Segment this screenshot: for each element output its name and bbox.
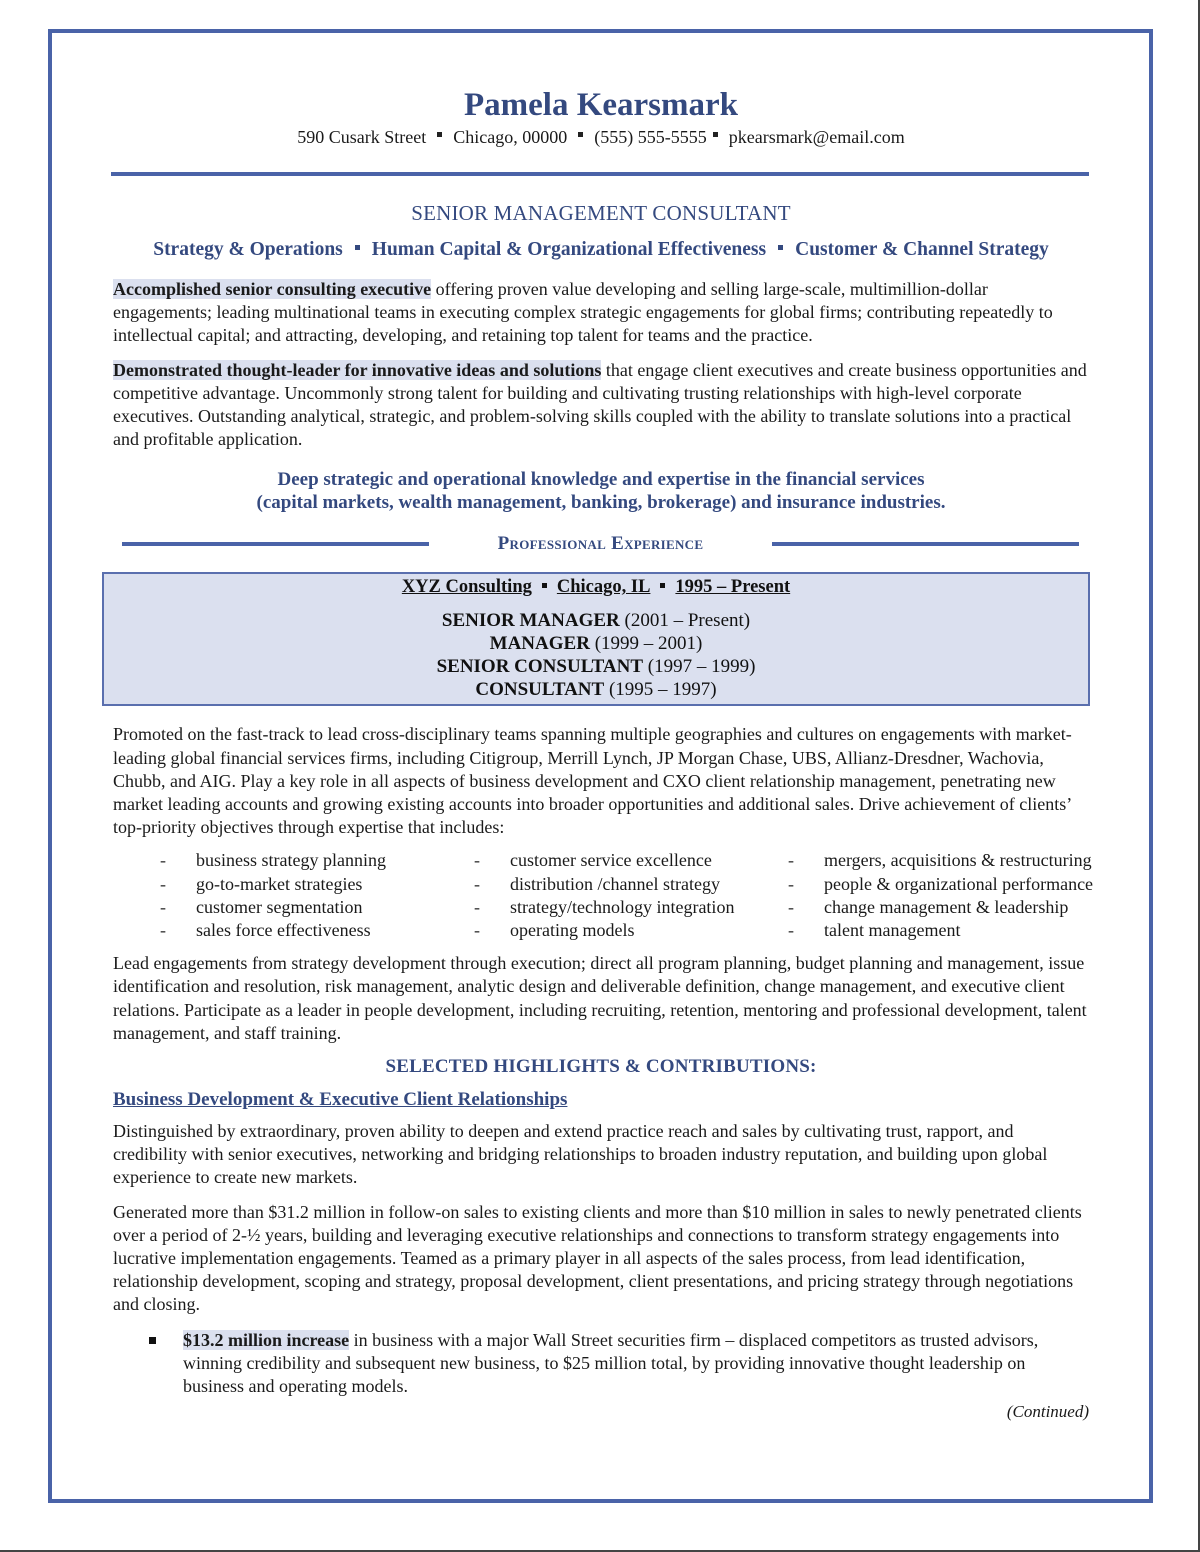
skill-label: change management & leadership	[824, 896, 1069, 917]
focus-area: Customer & Channel Strategy	[795, 239, 1049, 260]
focus-areas	[113, 237, 1089, 263]
skill-label: mergers, acquisitions & restructuring	[824, 850, 1092, 871]
role-dates: (1999 – 2001)	[589, 633, 703, 655]
industry-line: Deep strategic and operational knowledge and expertise in the financial services	[277, 469, 925, 491]
section-label: Professional Experience	[497, 533, 704, 555]
skill-item	[788, 873, 1128, 896]
company-location: Chicago, IL	[556, 577, 651, 598]
skill-item	[160, 873, 474, 896]
bullet-separator-icon	[778, 245, 783, 250]
skill-label: distribution /channel strategy	[510, 873, 720, 894]
industry-line: (capital markets, wealth management, banking, brokerage) and insurance industries.	[256, 492, 946, 514]
bullet-separator-icon	[660, 583, 665, 588]
continued-label: (Continued)	[1006, 1402, 1089, 1422]
bullet-separator-icon	[542, 583, 547, 588]
role-title: MANAGER	[489, 633, 590, 655]
role-item	[104, 678, 1088, 701]
achievement-body: in business with a major Wall Street securities firm – displaced competitors as trusted advisors, winning credibility and subsequent new business, to $25 million total, by providing innovative thought leadership on business and operating models.	[183, 1329, 1039, 1397]
dash-icon: -	[788, 850, 794, 871]
focus-area: Strategy & Operations	[153, 239, 343, 260]
contact-email[interactable]: pkearsmark@email.com	[728, 127, 905, 147]
role-title: CONSULTANT	[475, 679, 605, 701]
role-item	[104, 655, 1088, 678]
skill-label: talent management	[824, 920, 961, 941]
section-heading-experience	[122, 532, 1079, 556]
contact-street: 590 Cusark Street	[297, 127, 427, 147]
dash-icon: -	[788, 896, 794, 917]
contact-line	[113, 125, 1089, 149]
summary-paragraph	[113, 359, 1089, 452]
role-dates: (1997 – 1999)	[643, 656, 756, 678]
skill-item	[474, 896, 788, 919]
summary-text: offering proven value developing and selling large-scale, multimillion-dollar engagements; leading multinational teams in executing complex strategic engagements for global firms; contributing repeatedly to intellectual capital; and attracting, developing, and retaining top talent for teams and the practice.	[113, 279, 1053, 346]
skill-label: customer segmentation	[196, 896, 363, 917]
summary-paragraph	[113, 278, 1089, 348]
dash-icon: -	[474, 873, 480, 894]
highlights-heading: SELECTED HIGHLIGHTS & CONTRIBUTIONS:	[385, 1056, 817, 1078]
professional-title: SENIOR MANAGEMENT CONSULTANT	[411, 201, 791, 225]
skills-grid	[160, 849, 1094, 942]
bullet-separator-icon	[578, 132, 583, 137]
dash-icon: -	[474, 920, 480, 941]
summary-text: that engage client executives and create business opportunities and competitive advantage. Uncommonly strong talent for building and cultivating trusting relationships with high-level corporate executives. Outstanding analytical, strategic, and problem-solving skills coupled with the ability to translate solutions into a practical and profitable application.	[113, 359, 1087, 450]
achievement-highlight: $13.2 million increase	[183, 1329, 350, 1350]
achievement-bullet	[149, 1329, 1089, 1399]
role-item	[104, 632, 1088, 655]
skill-label: strategy/technology integration	[510, 896, 735, 917]
dash-icon: -	[160, 873, 166, 894]
section-rule-left	[122, 542, 429, 546]
skill-item	[160, 919, 474, 942]
skill-item	[160, 849, 474, 872]
employer-box	[102, 572, 1090, 706]
company-line	[104, 576, 1088, 598]
contact-phone: (555) 555-5555	[594, 127, 707, 147]
achievement-text	[183, 1329, 1089, 1399]
square-bullet-icon	[149, 1337, 156, 1344]
bullet-separator-icon	[437, 132, 442, 137]
company-dates: 1995 – Present	[675, 577, 791, 598]
candidate-name: Pamela Kearsmark	[463, 87, 738, 123]
contact-city: Chicago, 00000	[453, 127, 568, 147]
skill-item	[788, 919, 1128, 942]
skill-label: customer service excellence	[510, 850, 712, 871]
bullet-separator-icon	[355, 245, 360, 250]
resume-content	[113, 86, 1094, 1423]
business-development-heading: Business Development & Executive Client Relationships	[113, 1089, 568, 1111]
experience-intro: Promoted on the fast-track to lead cross-disciplinary teams spanning multiple geographies and cultures on engagements with market-leading global financial services firms, including Citigroup, Merrill Lynch, JP Morgan Chase, UBS, Allianz-Dresdner, Wachovia, Chubb, and AIG. Play a key role in all aspects of business development and CXO client relationship management, penetrating new market leading accounts and growing existing accounts into broader opportunities and additional sales. Drive achievement of clients’ top-priority objectives through expertise that includes:	[113, 724, 1072, 838]
skill-item	[474, 849, 788, 872]
skill-item	[474, 919, 788, 942]
industry-statement	[113, 468, 1089, 514]
bd-paragraph: Distinguished by extraordinary, proven ability to deepen and extend practice reach and sales by cultivating trust, rapport, and credibility with senior executives, networking and bridging relationships to broaden industry reputation, and building upon global experience to create new markets.	[113, 1121, 1048, 1188]
skill-label: go-to-market strategies	[196, 873, 363, 894]
role-list	[104, 609, 1088, 701]
focus-area: Human Capital & Organizational Effectiveness	[371, 239, 767, 260]
dash-icon: -	[474, 850, 480, 871]
bullet-separator-icon	[713, 132, 718, 137]
dash-icon: -	[160, 896, 166, 917]
dash-icon: -	[160, 850, 166, 871]
role-title: SENIOR MANAGER	[441, 610, 620, 632]
leadership-paragraph: Lead engagements from strategy development through execution; direct all program planning, budget planning and management, issue identification and resolution, risk management, analytic design and deliverable definition, change management, and executive client relations. Participate as a leader in people development, including recruiting, retention, mentoring and professional development, talent management, and staff training.	[113, 953, 1087, 1043]
skill-label: people & organizational performance	[824, 873, 1094, 894]
bd-paragraph: Generated more than $31.2 million in follow-on sales to existing clients and more than $10 million in sales to newly penetrated clients over a period of 2-½ years, building and leveraging executive relationships and connections to transform strategy engagements into lucrative implementation engagements. Teamed as a primary player in all aspects of the sales process, from lead identification, relationship development, scoping and strategy, proposal development, client presentations, and pricing strategy through negotiations and closing.	[113, 1201, 1082, 1315]
role-item	[104, 609, 1088, 632]
skill-label: sales force effectiveness	[196, 920, 371, 941]
dash-icon: -	[788, 920, 794, 941]
summary-highlight: Demonstrated thought-leader for innovative ideas and solutions	[113, 359, 602, 380]
dash-icon: -	[788, 873, 794, 894]
skill-label: business strategy planning	[196, 850, 386, 871]
dash-icon: -	[160, 920, 166, 941]
role-dates: (1995 – 1997)	[604, 679, 717, 701]
role-dates: (2001 – Present)	[619, 610, 751, 632]
dash-icon: -	[474, 896, 480, 917]
skill-item	[788, 849, 1128, 872]
skill-item	[160, 896, 474, 919]
company-name: XYZ Consulting	[401, 577, 532, 598]
header-divider	[111, 172, 1089, 176]
skill-item	[474, 873, 788, 896]
skill-item	[788, 896, 1128, 919]
skill-label: operating models	[510, 920, 635, 941]
summary-highlight: Accomplished senior consulting executive	[113, 279, 432, 299]
role-title: SENIOR CONSULTANT	[436, 656, 643, 678]
section-rule-right	[772, 542, 1079, 546]
